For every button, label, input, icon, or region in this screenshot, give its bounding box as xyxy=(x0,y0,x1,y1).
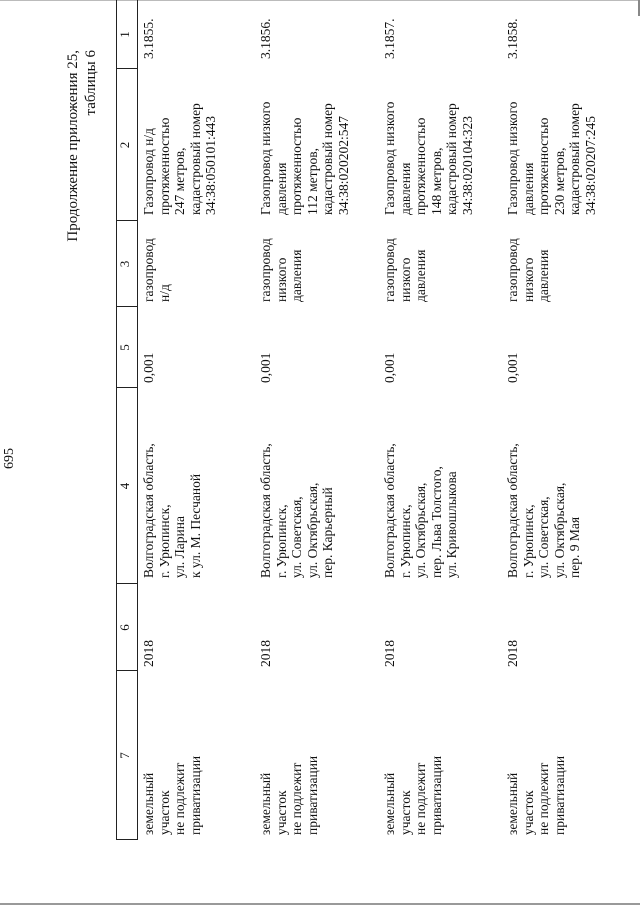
table-caption xyxy=(64,50,100,242)
object-name: Газопровод низкого давления протяженностью 112 метров, кадастровый номер 34:38:020202:547 xyxy=(258,101,351,215)
header-col-6: 6 xyxy=(117,624,132,631)
object-type: газопровод н/д xyxy=(141,238,172,302)
object-type: газопровод низкого давления xyxy=(258,238,304,302)
object-status: земельный участок не подлежит приватизации xyxy=(258,755,320,835)
object-year: 2018 xyxy=(382,640,397,667)
object-name: Газопровод низкого давления протяженностью 148 метров, кадастровый номер 34:38:020104:323 xyxy=(382,101,475,215)
row-number: 3.1855. xyxy=(141,18,156,59)
object-status: земельный участок не подлежит приватизации xyxy=(505,755,567,835)
object-year: 2018 xyxy=(505,640,520,667)
page-number: 695 xyxy=(2,448,17,469)
header-col-2: 2 xyxy=(117,141,132,149)
row-number: 3.1858. xyxy=(505,18,520,59)
object-year: 2018 xyxy=(141,640,156,667)
row-number: 3.1856. xyxy=(258,18,273,59)
caption-line-2: таблицы 6 xyxy=(83,50,99,116)
caption-line-1: Продолжение приложения 25, xyxy=(65,50,81,242)
object-type: газопровод низкого давления xyxy=(382,238,428,302)
object-col5: 0,001 xyxy=(505,352,520,383)
object-col5: 0,001 xyxy=(382,352,397,383)
object-address: Волгоградская область, г. Урюпинск, ул. Октябрьская, пер. Льва Толстого, ул. Кривошлыкова xyxy=(382,443,459,578)
header-col-3: 3 xyxy=(117,260,132,268)
object-col5: 0,001 xyxy=(141,352,156,383)
row-number: 3.1857. xyxy=(382,18,397,59)
header-bottom-rule xyxy=(137,0,138,840)
object-status: земельный участок не подлежит приватизации xyxy=(382,755,444,835)
header-col-5: 5 xyxy=(117,344,132,351)
object-type: газопровод низкого давления xyxy=(505,238,551,302)
object-name: Газопровод низкого давления протяженностью 230 метров, кадастровый номер 34:38:020207:245 xyxy=(505,101,598,215)
header-col-4: 4 xyxy=(117,482,132,490)
object-col5: 0,001 xyxy=(258,352,273,383)
object-year: 2018 xyxy=(258,640,273,667)
property-table xyxy=(116,0,640,905)
object-address: Волгоградская область, г. Урюпинск, ул. Ларина к ул. М. Песчаной xyxy=(141,443,203,578)
header-col-7: 7 xyxy=(117,752,132,759)
header-col-1: 1 xyxy=(117,31,132,38)
object-name: Газопровод н/д протяженностью 247 метров, кадастровый номер 34:38:050101:443 xyxy=(141,103,218,215)
object-address: Волгоградская область, г. Урюпинск, ул. Советская, ул. Октябрьская, пер. 9 Мая xyxy=(505,443,582,578)
object-address: Волгоградская область, г. Урюпинск, ул. Советская, ул. Октябрьская, пер. Карьерный xyxy=(258,443,335,578)
object-status: земельный участок не подлежит приватизации xyxy=(141,755,203,835)
